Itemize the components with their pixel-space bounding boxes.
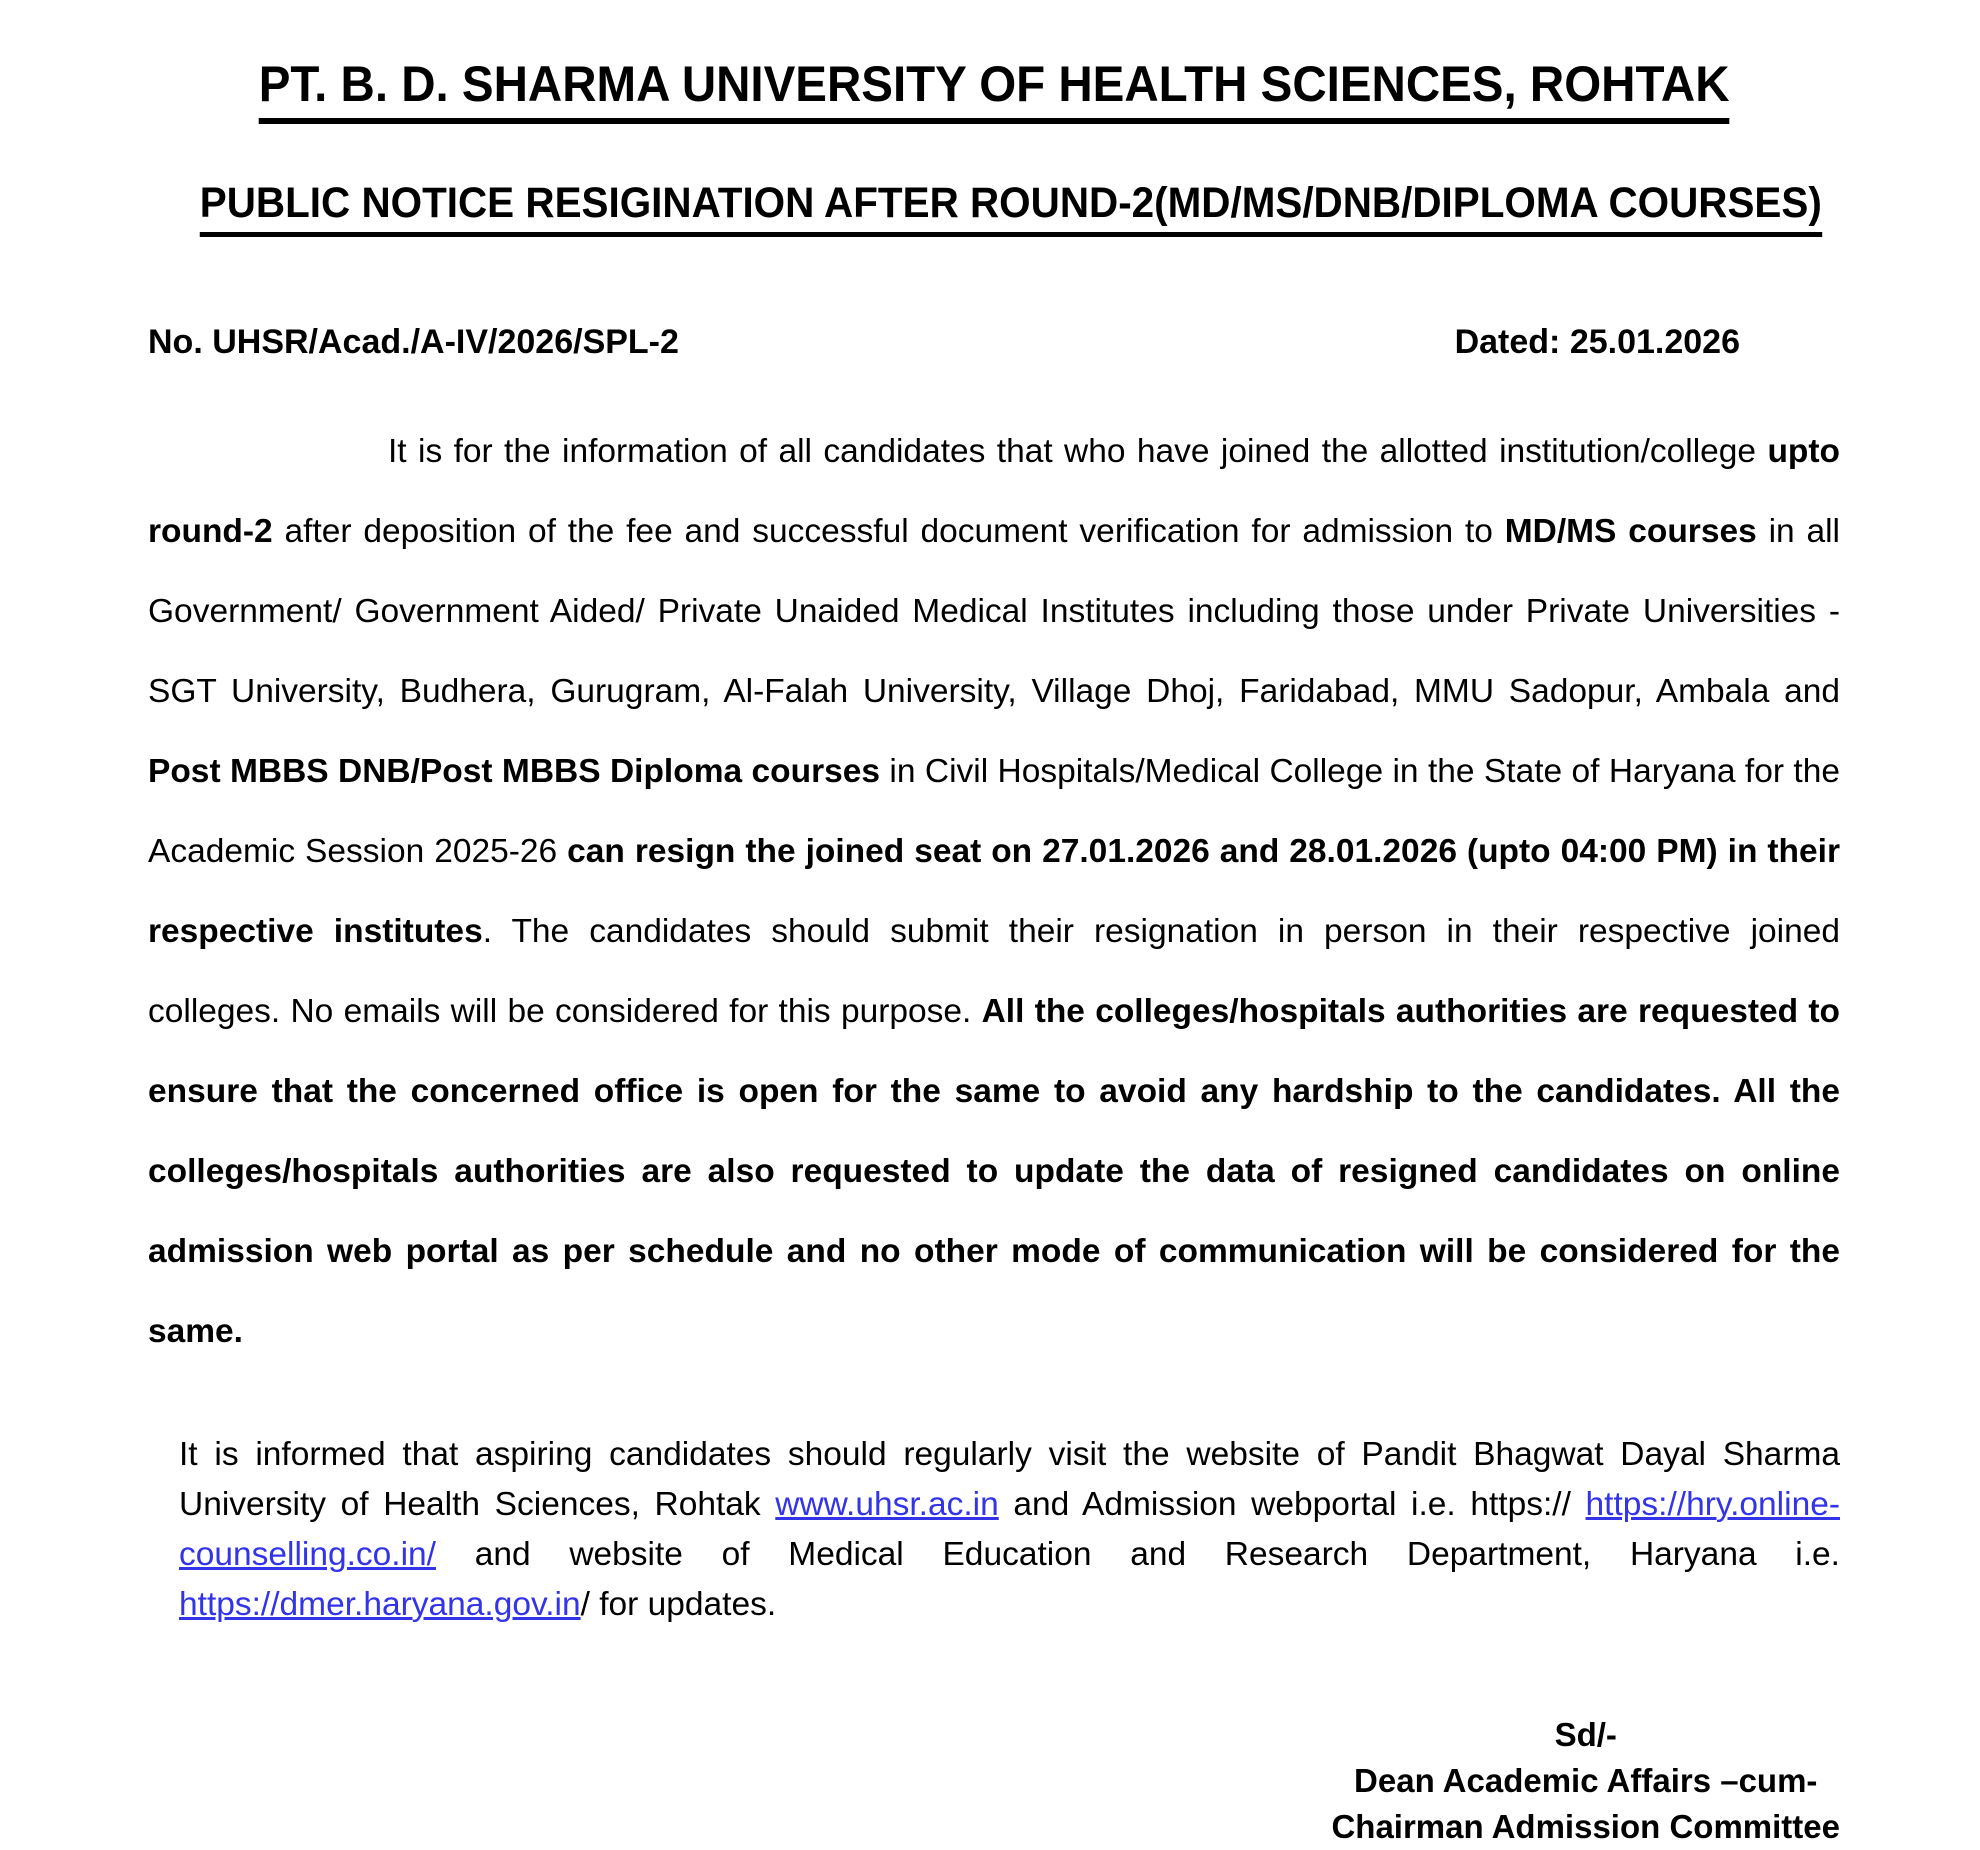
paragraph-run-bold: MD/MS courses: [1504, 513, 1757, 550]
notice-subtitle: [148, 179, 1840, 237]
admission-webportal-link[interactable]: https://hry.online-counselling.co.in/: [179, 1486, 1840, 1573]
notice-date: Dated: 25.01.2026: [1454, 323, 1740, 361]
reference-row: [148, 323, 1840, 362]
paragraph-run: in all Government/ Government Aided/ Private Unaided Medical Institutes including those under Private Universities - SGT University, Budhera, Gurugram, Al-Falah University, Village Dhoj, Faridabad, MMU Sadopur, Ambala and: [148, 513, 1840, 710]
paragraph-run: after deposition of the fee and successful document verification for admission to: [272, 513, 1505, 550]
signature-designation-line1: Dean Academic Affairs –cum-: [1354, 1762, 1818, 1799]
paragraph-run-bold: upto round-2: [148, 433, 1840, 550]
paragraph-run: / for updates.: [580, 1586, 777, 1623]
paragraph-run: and website of Medical Education and Research Department, Haryana i.e.: [436, 1536, 1840, 1573]
university-title-text: PT. B. D. SHARMA UNIVERSITY OF HEALTH SCIENCES, ROHTAK: [259, 55, 1730, 124]
signature-block: [1331, 1712, 1840, 1850]
reference-number: No. UHSR/Acad./A-IV/2026/SPL-2: [148, 323, 679, 361]
university-title: [148, 55, 1840, 124]
dmer-website-link[interactable]: https://dmer.haryana.gov.in: [179, 1586, 581, 1623]
paragraph-run-bold: All the colleges/hospitals authorities are requested to ensure that the concerned office is open for the same to avoid any hardship to the candidates. All the colleges/hospitals authorities are also requested to update the data of resigned candidates on online admission web portal as per schedule and no other mode of communication will be considered for the same.: [148, 993, 1840, 1350]
paragraph-run: . The candidates should submit their resignation in person in their respective joined colleges. No emails will be considered for this purpose.: [148, 913, 1840, 1030]
main-paragraph: [148, 412, 1840, 1372]
paragraph-run: It is informed that aspiring candidates should regularly visit the website of Pandit Bhagwat Dayal Sharma University of Health Sciences, Rohtak: [179, 1436, 1840, 1523]
uhsr-website-link[interactable]: www.uhsr.ac.in: [775, 1486, 999, 1523]
paragraph-run: It is for the information of all candidates that who have joined the allotted institution/college: [388, 433, 1768, 470]
paragraph-run-bold: can resign the joined seat on 27.01.2026 and 28.01.2026 (upto 04:00 PM) in their respective institutes: [148, 833, 1840, 950]
signature-designation-line2: Chairman Admission Committee: [1331, 1808, 1840, 1845]
notice-subtitle-text: PUBLIC NOTICE RESIGINATION AFTER ROUND-2(MD/MS/DNB/DIPLOMA COURSES): [200, 179, 1822, 237]
paragraph-run: in Civil Hospitals/Medical College in the State of Haryana for the Academic Session 2025-26: [148, 753, 1840, 870]
paragraph-run-bold: Post MBBS DNB/Post MBBS Diploma courses: [148, 753, 880, 790]
info-paragraph: [179, 1430, 1840, 1630]
signature-sd: Sd/-: [1554, 1716, 1617, 1753]
paragraph-run: and Admission webportal i.e. https://: [998, 1486, 1586, 1523]
